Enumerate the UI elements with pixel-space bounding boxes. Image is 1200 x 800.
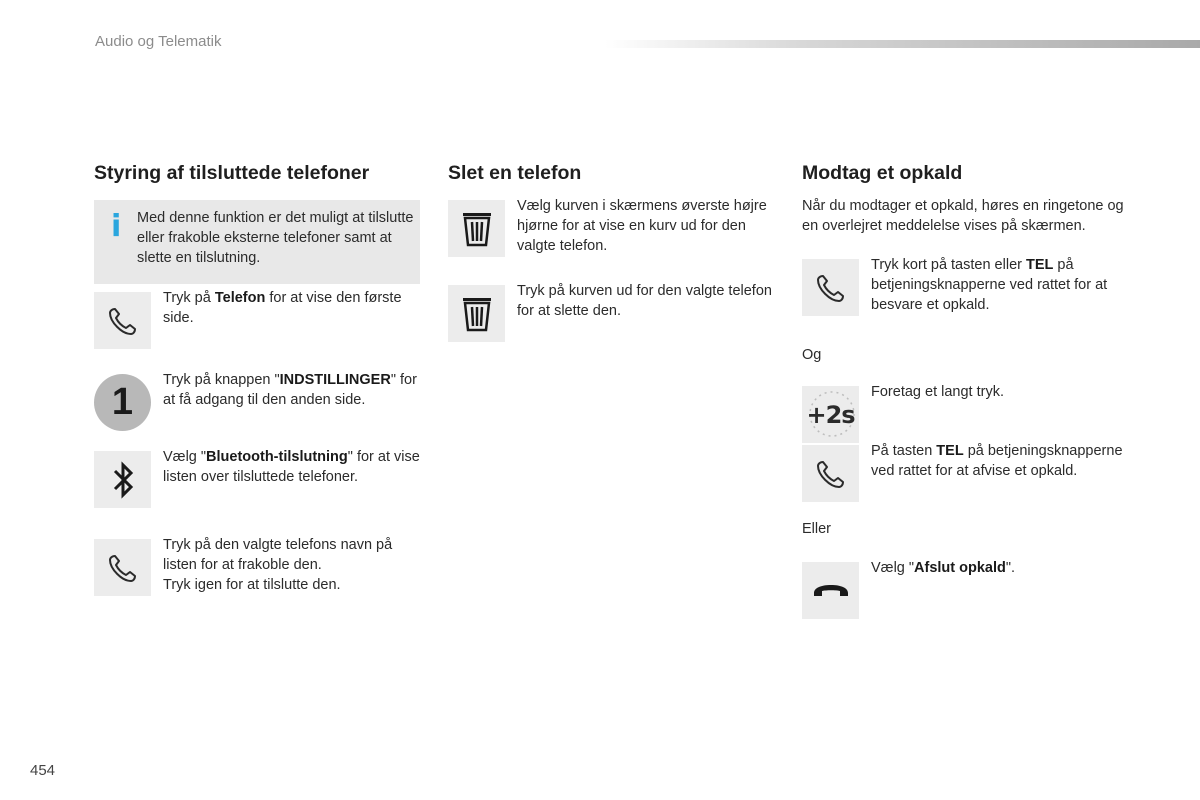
step-reject-text: På tasten TEL på betjeningsknapperne ved rattet for at afvise et opkald. (871, 443, 1123, 479)
info-icon: i (111, 209, 122, 244)
trash-icon (460, 210, 494, 248)
bluetooth-button[interactable] (94, 451, 151, 508)
column-delete-phone (448, 160, 778, 319)
end-call-button[interactable] (802, 562, 859, 619)
phone-icon (106, 551, 140, 585)
reject-button[interactable] (802, 445, 859, 502)
step-telefon-text: Tryk på Telefon for at vise den første side. (163, 290, 402, 326)
column-receive-call (802, 160, 1132, 576)
intro-text: Når du modtager et opkald, høres en ringetone og en overlejret meddelelse vises på skærmen. (802, 198, 1124, 234)
heading-receive-call: Modtag et opkald (802, 162, 963, 184)
phone-icon (814, 271, 848, 305)
step-long-press-text: Foretag et langt tryk. (871, 384, 1004, 400)
trash-button[interactable] (448, 285, 505, 342)
info-box (94, 200, 420, 284)
phone-name-button[interactable] (94, 539, 151, 596)
page-number: 454 (30, 762, 56, 779)
bluetooth-icon (108, 460, 138, 500)
step-indstillinger-text: Tryk på knappen "INDSTILLINGER" for at få adgang til den anden side. (163, 372, 417, 408)
plus2s-label: +2s (806, 400, 855, 429)
step-select-trash-text: Vælg kurven i skærmens øverste højre hjørne for at vise en kurv ud for den valgte telefon. (517, 198, 767, 254)
column-phone-management (94, 160, 424, 593)
heading-delete-phone: Slet en telefon (448, 162, 582, 184)
step-disconnect-text: Tryk på den valgte telefons navn på listen for at frakoble den. Tryk igen for at tilslutte den. (163, 537, 393, 593)
og-label: Og (802, 347, 822, 363)
hangup-icon (811, 581, 851, 601)
long-press-indicator (802, 386, 859, 443)
step-number-badge: 1 (94, 374, 151, 431)
trash-button[interactable] (448, 200, 505, 257)
phone-icon (814, 457, 848, 491)
answer-button[interactable] (802, 259, 859, 316)
step-end-call-text: Vælg "Afslut opkald". (871, 560, 1016, 576)
trash-icon (460, 295, 494, 333)
step-delete-text: Tryk på kurven ud for den valgte telefon for at slette den. (517, 283, 772, 319)
eller-label: Eller (802, 521, 832, 537)
step-answer-text: Tryk kort på tasten eller TEL på betjeningsknapperne ved rattet for at besvare et opkald. (871, 257, 1108, 313)
step-bluetooth-text: Vælg "Bluetooth-tilslutning" for at vise listen over tilsluttede telefoner. (163, 449, 420, 485)
heading-phone-management: Styring af tilsluttede telefoner (94, 162, 370, 184)
info-text: Med denne funktion er det muligt at tilslutte eller frakoble eksterne telefoner samt at slette en tilslutning. (137, 210, 414, 266)
phone-button[interactable] (94, 292, 151, 349)
phone-icon (106, 304, 140, 338)
section-title: Audio og Telematik (95, 33, 222, 50)
header-gradient-bar (605, 40, 1200, 48)
